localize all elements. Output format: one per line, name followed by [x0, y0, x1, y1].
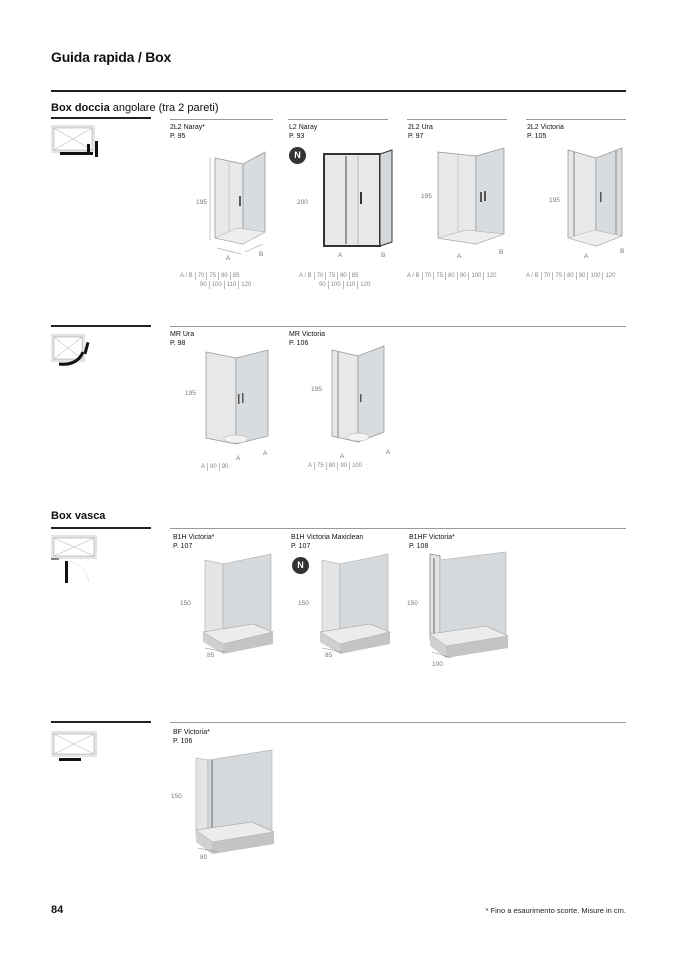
shower-image-l2-naray: [318, 148, 398, 260]
size-cell: 120: [486, 273, 497, 279]
dim-label-a: A: [226, 255, 231, 262]
size-cell: 75: [326, 272, 338, 280]
section-title-vasca: [51, 510, 105, 522]
product-bf-victoria: [173, 729, 210, 746]
size-table: [317, 281, 372, 289]
dim-label-a: A: [386, 449, 391, 456]
product-page: P. 105: [527, 132, 547, 140]
height-label: 200: [297, 199, 308, 206]
height-label: 150: [298, 600, 309, 607]
product-page: P. 106: [173, 737, 193, 745]
size-cell: 90: [458, 272, 470, 280]
section-title-doccia-rest: angolare (tra 2 pareti): [109, 102, 219, 114]
product-b1hf-victoria: [409, 534, 455, 551]
dim-label-a: A: [236, 455, 241, 462]
shower-image-2l2-naray: [205, 148, 275, 263]
size-cell: 75: [553, 272, 565, 280]
size-cell: 80: [327, 462, 339, 470]
height-label: 195: [311, 386, 322, 393]
size-cell: 120: [605, 273, 616, 279]
column-divider: [170, 119, 273, 120]
size-table: [524, 272, 617, 280]
product-mr-ura: [170, 331, 194, 348]
shower-image-mr-ura: [200, 346, 274, 458]
size-cell: 90: [221, 464, 229, 470]
height-label: 195: [549, 197, 560, 204]
product-2l2-ura: [408, 124, 433, 141]
top-divider: [51, 90, 626, 92]
footer-note: * Fino a esaurimento scorte. Misure in cm.: [485, 906, 626, 915]
new-badge: N: [289, 147, 306, 164]
size-cell: 120: [360, 282, 371, 288]
product-page: P. 97: [408, 132, 424, 140]
height-label: 150: [407, 600, 418, 607]
product-page: P. 106: [289, 339, 309, 347]
size-cell: 70: [315, 272, 327, 280]
size-cell: A / B: [524, 272, 542, 280]
dim-label-b: B: [259, 251, 264, 258]
size-cell: 85: [232, 273, 240, 279]
size-cell: A: [199, 463, 208, 471]
size-table: [198, 281, 253, 289]
dim-label-a: A: [584, 253, 589, 260]
product-name: L2 Naray: [289, 124, 318, 131]
height-label: 150: [171, 793, 182, 800]
dim-label-b: B: [499, 249, 504, 256]
size-cell: 110: [225, 281, 240, 289]
size-cell: 100: [469, 272, 484, 280]
dim-label-a: A: [340, 453, 345, 460]
corner-plan-icon: [51, 125, 101, 160]
size-cell: 100: [210, 281, 225, 289]
dim-label-a: A: [263, 450, 268, 457]
width-label: 80: [200, 854, 208, 861]
size-cell: 100: [588, 272, 603, 280]
size-cell: 80: [338, 272, 350, 280]
product-name: 2L2 Naray*: [170, 124, 206, 131]
size-cell: 70: [542, 272, 554, 280]
size-cell: 110: [344, 281, 359, 289]
size-cell: 70: [196, 272, 208, 280]
product-page: P. 108: [409, 542, 429, 550]
size-cell: 90: [198, 281, 210, 289]
height-label: 195: [185, 390, 196, 397]
size-cell: 90: [338, 462, 350, 470]
bath-image-b1hf-victoria: [424, 550, 514, 665]
product-name: BF Victoria*: [173, 729, 210, 736]
section-divider: [51, 721, 151, 723]
height-label: 150: [180, 600, 191, 607]
product-2l2-naray: [170, 124, 205, 141]
shower-image-2l2-victoria: [562, 144, 628, 256]
size-cell: 80: [208, 463, 220, 471]
product-b1h-victoria-maxiclean: [291, 534, 363, 551]
size-cell: 80: [565, 272, 577, 280]
size-cell: 80: [219, 272, 231, 280]
size-cell: 75: [315, 462, 327, 470]
product-name: 2L2 Ura: [408, 124, 433, 131]
size-table: [405, 272, 498, 280]
product-name: B1H Victoria*: [173, 534, 215, 541]
product-page: P. 107: [173, 542, 193, 550]
width-label: 85: [325, 652, 333, 659]
size-table: [297, 272, 360, 280]
bath-fixed-plan-icon: [51, 731, 101, 763]
size-table: [306, 462, 364, 470]
size-cell: 80: [446, 272, 458, 280]
height-label: 195: [196, 199, 207, 206]
product-name: B1H Victoria Maxiclean: [291, 534, 364, 541]
size-cell: 85: [351, 273, 359, 279]
product-page: P. 98: [170, 339, 186, 347]
new-badge: N: [292, 557, 309, 574]
section-divider: [51, 527, 151, 529]
size-cell: A / B: [178, 272, 196, 280]
section-divider: [51, 325, 151, 327]
section-title-doccia-bold: Box doccia: [51, 102, 110, 114]
size-cell: 120: [241, 282, 252, 288]
shower-image-mr-victoria: [326, 344, 392, 456]
product-b1h-victoria: [173, 534, 215, 551]
dim-label-b: B: [620, 248, 625, 255]
height-label: 195: [421, 193, 432, 200]
section-divider: [51, 117, 151, 119]
column-divider: [526, 119, 626, 120]
dim-label-a: A: [338, 252, 343, 259]
size-cell: 75: [207, 272, 219, 280]
size-cell: A / B: [405, 272, 423, 280]
shower-image-2l2-ura: [432, 146, 512, 258]
section-title-vasca-bold: Box vasca: [51, 510, 106, 522]
product-page: P. 107: [291, 542, 311, 550]
product-2l2-victoria: [527, 124, 564, 141]
column-divider: [407, 119, 507, 120]
width-label: 85: [207, 652, 215, 659]
size-table: [199, 463, 230, 471]
row-divider: [170, 326, 626, 327]
size-cell: A / B: [297, 272, 315, 280]
size-cell: 90: [317, 281, 329, 289]
size-table: [178, 272, 241, 280]
bath-image-b1h-victoria-maxiclean: [312, 552, 397, 662]
product-name: MR Victoria: [289, 331, 326, 338]
size-cell: 70: [423, 272, 435, 280]
curved-corner-plan-icon: [51, 334, 96, 370]
product-l2-naray: [289, 124, 317, 141]
size-cell: 90: [577, 272, 589, 280]
size-cell: 100: [329, 281, 344, 289]
size-cell: 75: [434, 272, 446, 280]
column-divider: [288, 119, 388, 120]
bath-image-b1h-victoria: [195, 552, 280, 662]
product-mr-victoria: [289, 331, 325, 348]
size-cell: A: [306, 462, 315, 470]
product-name: B1HF Victoria*: [409, 534, 455, 541]
product-name: 2L2 Victoria: [527, 124, 564, 131]
dim-label-a: A: [457, 253, 462, 260]
product-page: P. 95: [170, 132, 186, 140]
row-divider: [170, 722, 626, 723]
row-divider: [170, 528, 626, 529]
bath-image-bf-victoria: [190, 748, 280, 863]
dim-label-b: B: [381, 252, 386, 259]
size-cell: 100: [352, 463, 363, 469]
page-number: 84: [51, 904, 64, 916]
product-name: MR Ura: [170, 331, 195, 338]
bath-swing-plan-icon: [51, 535, 101, 587]
product-page: P. 93: [289, 132, 305, 140]
page-title: Guida rapida / Box: [51, 49, 172, 65]
section-title-doccia: [51, 102, 219, 114]
width-label: 100: [432, 661, 443, 668]
